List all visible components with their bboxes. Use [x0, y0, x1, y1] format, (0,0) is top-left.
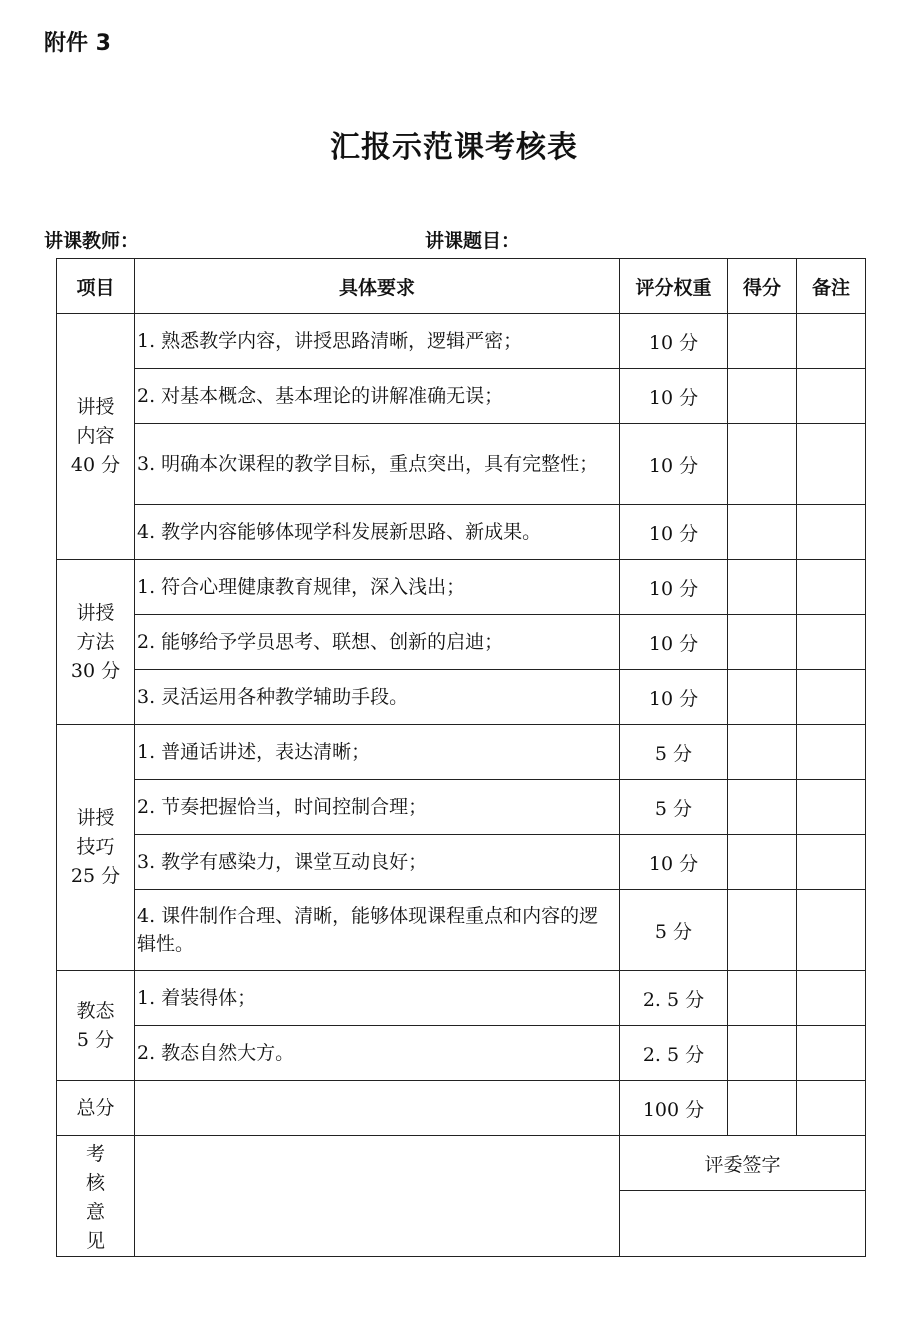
table-row	[57, 835, 866, 890]
score-cell[interactable]	[728, 615, 797, 670]
score-cell[interactable]	[728, 560, 797, 615]
form-title: 汇报示范课考核表	[330, 130, 578, 165]
note-cell[interactable]	[797, 971, 866, 1026]
signature-field[interactable]	[620, 1191, 866, 1257]
score-cell[interactable]	[728, 835, 797, 890]
header-score: 得分	[728, 259, 797, 314]
table-row	[57, 725, 866, 780]
category-cell: 讲授 内容 40 分	[57, 314, 135, 560]
score-cell[interactable]	[728, 890, 797, 971]
weight-cell: 5 分	[620, 890, 728, 971]
weight-cell: 10 分	[620, 560, 728, 615]
weight-cell: 10 分	[620, 615, 728, 670]
attachment-label: 附件 3	[44, 31, 111, 56]
weight-cell: 10 分	[620, 424, 728, 505]
review-row	[57, 1136, 866, 1191]
score-cell[interactable]	[728, 424, 797, 505]
requirement-cell: 1. 符合心理健康教育规律，深入浅出；	[135, 560, 620, 615]
score-cell[interactable]	[728, 725, 797, 780]
table-row	[57, 615, 866, 670]
note-cell[interactable]	[797, 670, 866, 725]
table-row	[57, 670, 866, 725]
table-row	[57, 560, 866, 615]
weight-cell: 5 分	[620, 780, 728, 835]
note-cell[interactable]	[797, 424, 866, 505]
note-cell[interactable]	[797, 560, 866, 615]
weight-cell: 2. 5 分	[620, 1026, 728, 1081]
header-row	[57, 259, 866, 314]
note-cell[interactable]	[797, 725, 866, 780]
weight-cell: 5 分	[620, 725, 728, 780]
score-cell[interactable]	[728, 670, 797, 725]
requirement-cell: 2. 对基本概念、基本理论的讲解准确无误；	[135, 369, 620, 424]
category-cell: 教态 5 分	[57, 971, 135, 1081]
header-requirement: 具体要求	[135, 259, 620, 314]
requirement-cell: 1. 普通话讲述，表达清晰；	[135, 725, 620, 780]
requirement-cell: 4. 教学内容能够体现学科发展新思路、新成果。	[135, 505, 620, 560]
table-row	[57, 314, 866, 369]
requirement-cell: 1. 着装得体；	[135, 971, 620, 1026]
header-weight: 评分权重	[620, 259, 728, 314]
score-cell[interactable]	[728, 314, 797, 369]
requirement-cell: 2. 节奏把握恰当，时间控制合理；	[135, 780, 620, 835]
category-cell: 讲授 技巧 25 分	[57, 725, 135, 971]
weight-cell: 10 分	[620, 505, 728, 560]
total-label: 总分	[57, 1081, 135, 1136]
note-cell[interactable]	[797, 369, 866, 424]
score-cell[interactable]	[728, 505, 797, 560]
note-cell[interactable]	[797, 1026, 866, 1081]
header-item: 项目	[57, 259, 135, 314]
total-row	[57, 1081, 866, 1136]
requirement-cell: 3. 明确本次课程的教学目标，重点突出，具有完整性；	[135, 424, 620, 505]
evaluation-table	[56, 258, 866, 1257]
weight-cell: 10 分	[620, 314, 728, 369]
score-cell[interactable]	[728, 971, 797, 1026]
note-cell[interactable]	[797, 505, 866, 560]
requirement-cell: 1. 熟悉教学内容，讲授思路清晰，逻辑严密；	[135, 314, 620, 369]
category-cell: 讲授 方法 30 分	[57, 560, 135, 725]
weight-cell: 10 分	[620, 835, 728, 890]
requirement-cell: 4. 课件制作合理、清晰，能够体现课程重点和内容的逻辑性。	[135, 890, 620, 971]
score-cell[interactable]	[728, 780, 797, 835]
note-cell[interactable]	[797, 615, 866, 670]
table-row	[57, 890, 866, 971]
total-score-cell[interactable]	[728, 1081, 797, 1136]
table-row	[57, 971, 866, 1026]
requirement-cell: 3. 教学有感染力，课堂互动良好；	[135, 835, 620, 890]
note-cell[interactable]	[797, 314, 866, 369]
weight-cell: 10 分	[620, 670, 728, 725]
requirement-cell: 2. 教态自然大方。	[135, 1026, 620, 1081]
total-weight: 100 分	[620, 1081, 728, 1136]
note-cell[interactable]	[797, 890, 866, 971]
table-row	[57, 505, 866, 560]
score-cell[interactable]	[728, 369, 797, 424]
weight-cell: 2. 5 分	[620, 971, 728, 1026]
total-note-cell[interactable]	[797, 1081, 866, 1136]
requirement-cell: 2. 能够给予学员思考、联想、创新的启迪；	[135, 615, 620, 670]
requirement-cell: 3. 灵活运用各种教学辅助手段。	[135, 670, 620, 725]
note-cell[interactable]	[797, 780, 866, 835]
weight-cell: 10 分	[620, 369, 728, 424]
table-row	[57, 1026, 866, 1081]
header-note: 备注	[797, 259, 866, 314]
total-requirement-cell	[135, 1081, 620, 1136]
signature-label: 评委签字	[620, 1136, 866, 1191]
review-label: 考 核 意 见	[57, 1136, 135, 1257]
table-row	[57, 424, 866, 505]
note-cell[interactable]	[797, 835, 866, 890]
table-row	[57, 369, 866, 424]
review-opinion-field[interactable]	[135, 1136, 620, 1257]
score-cell[interactable]	[728, 1026, 797, 1081]
topic-label: 讲课题目：	[425, 230, 521, 252]
teacher-label: 讲课教师：	[44, 230, 140, 252]
table-row	[57, 780, 866, 835]
